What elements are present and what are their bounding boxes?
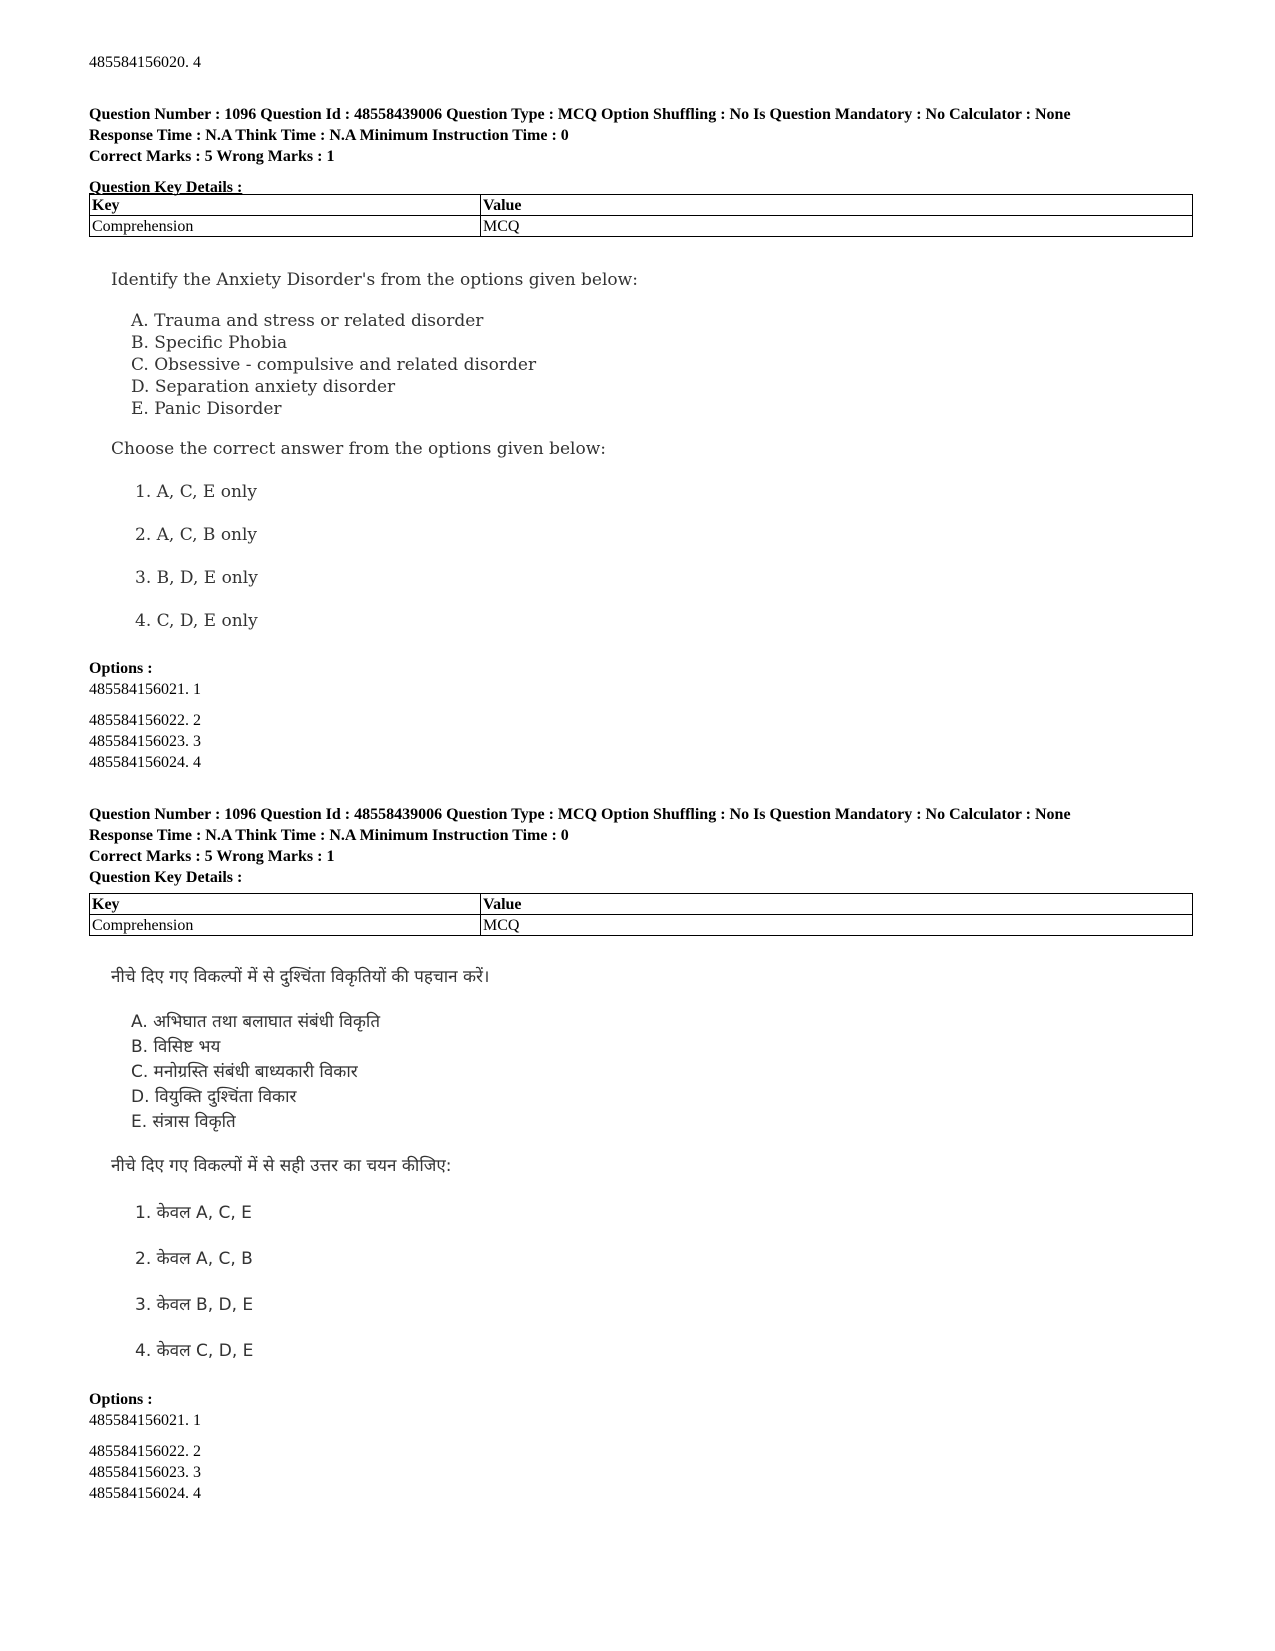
table-cell-key: Comprehension [90, 216, 481, 237]
statement-b: B. विसिष्ट भय [131, 1037, 221, 1057]
option-id-3: 485584156023. 3 [89, 1464, 201, 1481]
option-id-1: 485584156021. 1 [89, 1412, 201, 1429]
table-cell-value: MCQ [481, 915, 1193, 936]
statement-e: E. Panic Disorder [131, 399, 282, 419]
choice-1: 1. A, C, E only [135, 482, 257, 502]
question-stem: नीचे दिए गए विकल्पों में से दुश्चिंता विकृतियों की पहचान करें। [111, 967, 490, 987]
statement-c: C. Obsessive - compulsive and related disorder [131, 355, 537, 375]
question-key-details-label: Question Key Details : [89, 869, 243, 886]
choice-1: 1. केवल A, C, E [135, 1203, 252, 1223]
table-header-key: Key [90, 195, 481, 216]
question-meta-line-2: Response Time : N.A Think Time : N.A Minimum Instruction Time : 0 [89, 827, 569, 844]
question-key-details-label: Question Key Details : [89, 179, 243, 196]
statement-b: B. Specific Phobia [131, 333, 288, 353]
table-cell-value: MCQ [481, 216, 1193, 237]
table-header-value: Value [481, 195, 1193, 216]
statement-e: E. संत्रास विकृति [131, 1112, 236, 1132]
question-instruction: नीचे दिए गए विकल्पों में से सही उत्तर का चयन कीजिए: [111, 1156, 452, 1176]
question-key-table [89, 893, 1193, 936]
table-header-key: Key [90, 894, 481, 915]
table-header-row [90, 195, 1193, 216]
option-id-2: 485584156022. 2 [89, 1443, 201, 1460]
option-id-3: 485584156023. 3 [89, 733, 201, 750]
question-meta-line-2: Response Time : N.A Think Time : N.A Minimum Instruction Time : 0 [89, 127, 569, 144]
statement-c: C. मनोग्रस्ति संबंधी बाध्यकारी विकार [131, 1062, 358, 1082]
previous-option-line: 485584156020. 4 [89, 54, 201, 71]
choice-2: 2. केवल A, C, B [135, 1249, 253, 1269]
question-image-english [111, 270, 811, 650]
question-meta-line-3: Correct Marks : 5 Wrong Marks : 1 [89, 148, 335, 165]
statement-d: D. Separation anxiety disorder [131, 377, 396, 397]
statement-a: A. Trauma and stress or related disorder [131, 311, 484, 331]
question-meta-line-3: Correct Marks : 5 Wrong Marks : 1 [89, 848, 335, 865]
table-row [90, 216, 1193, 237]
statement-a: A. अभिघात तथा बलाघात संबंधी विकृति [131, 1012, 381, 1032]
choice-3: 3. केवल B, D, E [135, 1295, 254, 1315]
choice-2: 2. A, C, B only [135, 525, 258, 545]
option-id-4: 485584156024. 4 [89, 754, 201, 771]
choice-4: 4. केवल C, D, E [135, 1341, 254, 1361]
statement-d: D. वियुक्ति दुश्चिंता विकार [131, 1087, 297, 1107]
table-header-value: Value [481, 894, 1193, 915]
options-label: Options : [89, 660, 153, 677]
question-meta-line-1: Question Number : 1096 Question Id : 48558439006 Question Type : MCQ Option Shuffling : No Is Question Mandatory : No Calculator : None [89, 806, 1071, 823]
question-key-table [89, 194, 1193, 237]
question-meta-line-1: Question Number : 1096 Question Id : 48558439006 Question Type : MCQ Option Shuffling : No Is Question Mandatory : No Calculator : None [89, 106, 1071, 123]
question-instruction: Choose the correct answer from the options given below: [111, 439, 606, 459]
option-id-1: 485584156021. 1 [89, 681, 201, 698]
options-label: Options : [89, 1391, 153, 1408]
choice-3: 3. B, D, E only [135, 568, 258, 588]
choice-4: 4. C, D, E only [135, 611, 258, 631]
question-image-hindi [111, 967, 811, 1377]
option-id-4: 485584156024. 4 [89, 1485, 201, 1502]
table-cell-key: Comprehension [90, 915, 481, 936]
table-header-row [90, 894, 1193, 915]
option-id-2: 485584156022. 2 [89, 712, 201, 729]
question-stem: Identify the Anxiety Disorder's from the options given below: [111, 270, 638, 290]
table-row [90, 915, 1193, 936]
